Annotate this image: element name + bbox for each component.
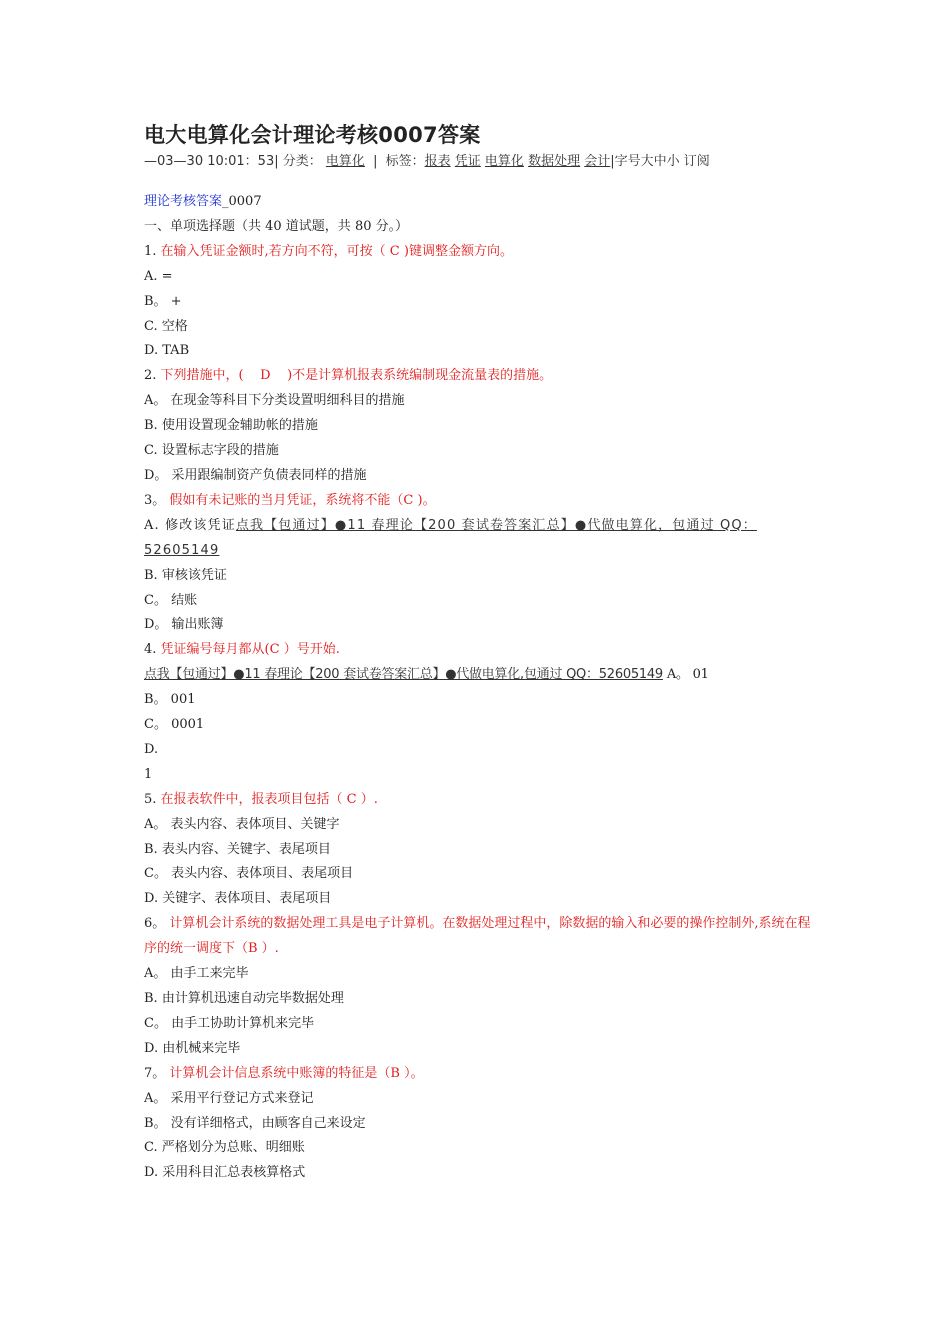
promo-link-2[interactable]: 点我【包通过】●11 春理论【200 套试卷答案汇总】●代做电算化,包通过 QQ：52605149 — [144, 667, 663, 683]
question-text: 计算机会计信息系统中账簿的特征是（B ）。 — [169, 1065, 424, 1081]
option: B. 表头内容、关键字、表尾项目 — [144, 841, 331, 857]
option: D. 采用科目汇总表核算格式 — [144, 1165, 306, 1181]
question-7 — [144, 1062, 812, 1087]
option: A. = — [144, 268, 173, 284]
post-meta — [144, 152, 812, 172]
page-title: 电大电算化会计理论考核0007答案 — [144, 123, 481, 147]
tags-label: 标签： — [385, 154, 425, 169]
option: B. 使用设置现金辅助帐的措施 — [144, 418, 318, 434]
option: B。 没有详细格式，由顾客自己来设定 — [144, 1115, 366, 1131]
option: C。 由手工协助计算机来完毕 — [144, 1015, 315, 1031]
option: A。 由手工来完毕 — [144, 966, 249, 982]
section-suffix: _0007 — [222, 194, 262, 209]
promo-row — [144, 663, 812, 688]
question-number: 4. — [144, 642, 157, 658]
meta-tail: |字号大中小 订阅 — [610, 154, 710, 169]
option: A。 表头内容、表体项目、关键字 — [144, 816, 340, 832]
tag-link-shujuchuli[interactable]: 数据处理 — [528, 154, 581, 169]
option: C。 表头内容、表体项目、表尾项目 — [144, 866, 354, 882]
question-text: 在报表软件中，报表项目包括（ C ）. — [160, 791, 378, 807]
option: B。 001 — [144, 692, 196, 708]
section-heading: 一、单项选择题（共 40 道试题，共 80 分。） — [144, 218, 409, 234]
option: D. TAB — [144, 343, 190, 359]
meta-separator: | — [373, 154, 378, 169]
section-title — [144, 190, 812, 215]
option: C. 设置标志字段的措施 — [144, 443, 279, 459]
tag-link-baobiao[interactable]: 报表 — [424, 154, 451, 169]
option: C。 结账 — [144, 592, 198, 608]
question-3 — [144, 489, 812, 514]
question-number: 2. — [144, 368, 157, 384]
category-link[interactable]: 电算化 — [325, 154, 365, 169]
tag-link-diansuanhua[interactable]: 电算化 — [484, 154, 524, 169]
option: A。 01 — [666, 667, 709, 683]
question-4 — [144, 638, 812, 663]
category-label: 分类： — [282, 154, 322, 169]
option: D。 输出账簿 — [144, 617, 224, 633]
option: A。 采用平行登记方式来登记 — [144, 1090, 314, 1106]
option: D. — [144, 741, 159, 757]
question-number: 5. — [144, 791, 157, 807]
question-2 — [144, 364, 812, 389]
tag-link-kuaiji[interactable]: 会计 — [584, 154, 611, 169]
question-text: 凭证编号每月都从(C ）号开始. — [160, 642, 340, 658]
question-text: 下列措施中，( D )不是计算机报表系统编制现金流量表的措施。 — [160, 368, 553, 384]
section-link[interactable]: 理论考核答案 — [144, 194, 223, 209]
question-text: 在输入凭证金额时,若方向不符，可按（ C )键调整金额方向。 — [160, 243, 513, 259]
document-page — [144, 118, 812, 1186]
option: 1 — [144, 766, 153, 782]
option-with-promo — [144, 514, 812, 564]
question-text: 计算机会计系统的数据处理工具是电子计算机。在数据处理过程中，除数据的输入和必要的操作控制外,系统在程序的统一调度下（B ）. — [144, 916, 811, 957]
question-number: 1. — [144, 243, 157, 259]
option: A. 修改该凭证 — [144, 517, 236, 533]
question-number: 7。 — [144, 1065, 166, 1081]
option: D。 采用跟编制资产负债表同样的措施 — [144, 467, 367, 483]
question-1 — [144, 240, 812, 265]
option: B。 + — [144, 293, 182, 309]
option: D. 由机械来完毕 — [144, 1040, 241, 1056]
post-date: —03—30 10:01：53| — [144, 154, 279, 169]
promo-link[interactable]: 点我【包通过】●11 春理论【200 套试卷答案汇总】●代做电算化，包通过 QQ：52605149 — [144, 517, 757, 558]
option: D. 关键字、表体项目、表尾项目 — [144, 891, 332, 907]
tag-link-pingzheng[interactable]: 凭证 — [454, 154, 481, 169]
question-6 — [144, 912, 812, 962]
question-number: 6。 — [144, 916, 166, 932]
question-text: 假如有未记账的当月凭证，系统将不能（C )。 — [169, 492, 436, 508]
option: B. 审核该凭证 — [144, 567, 227, 583]
option: C。 0001 — [144, 717, 205, 733]
option: C. 严格划分为总账、明细账 — [144, 1140, 305, 1156]
question-5 — [144, 788, 812, 813]
question-number: 3。 — [144, 492, 166, 508]
option: C. 空格 — [144, 318, 188, 334]
option: B. 由计算机迅速自动完毕数据处理 — [144, 991, 344, 1006]
option: A。 在现金等科目下分类设置明细科目的措施 — [144, 393, 405, 409]
